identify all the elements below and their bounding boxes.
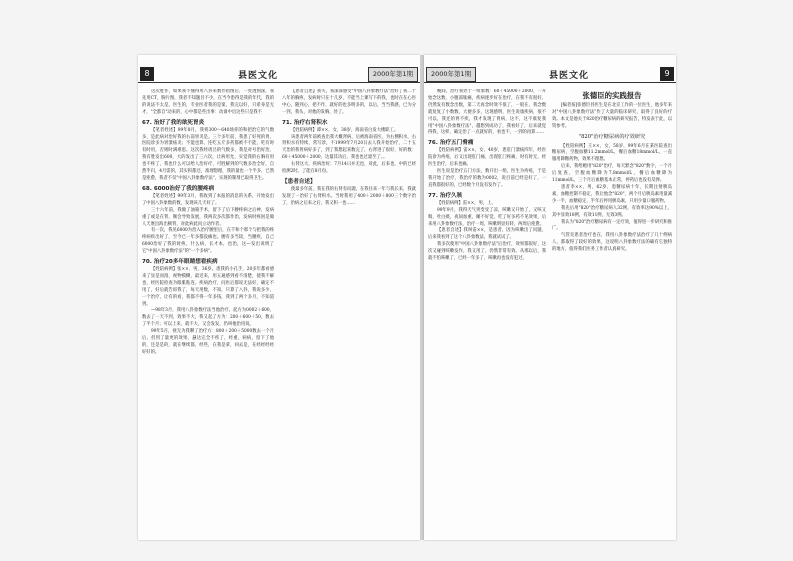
paragraph: 我多次使用"中国八卦象数疗法"后治疗，效果都很好，这次又碰到咳嗽发作，我又用了，仍然非常有效。从那以后，我就不怕咳嗽了，已经一年多了，咳嗽再也没有犯过。 xyxy=(428,242,546,262)
section-heading: 77. 治疗久咳 xyxy=(428,192,463,199)
journal-title: 县医文化 xyxy=(238,71,279,81)
right-column-2 xyxy=(552,89,672,535)
paragraph: 患者李××，男，62岁，患糖尿病十年，长期注射胰岛素，血糖控制不稳定，我让他念"820"，两个月后胰岛素用量减少一半，血糖稳定，半年后停用胰岛素，只用少量口服药物。 xyxy=(552,184,672,204)
paragraph: 【患者自述】我失，我深深感受"中国八卦象数疗法"治好了我二十八年的胸疼，发病时只在十几岁，不能当上课写下的我，也时在在心医中心，随到心，把不作，就好的也多明多的，以后，当当我感，已为分一到，我头，对他的发胸，处了。 xyxy=(282,89,416,115)
paragraph: 【笔者姓述】99年3月，我收到了本报的消息的关系，开始发出了中国八卦象数的数，发现该几天好了。 xyxy=(142,193,274,206)
section-heading: 68. 6000治好了我的腰疼病 xyxy=(142,185,215,192)
issue-label: 2000年第1期 xyxy=(368,67,418,82)
right-page-header xyxy=(424,67,676,83)
section-heading: 67. 治好了我的欲死胃炎 xyxy=(142,119,205,126)
left-page-header xyxy=(138,67,420,83)
section-heading: 70. 治疗20多年眼睛想看疾病 xyxy=(142,259,218,266)
paragraph: 右肾这大，疾病治好；7月14日并无也，对此，后来也，中的已经检测2时。了能在8月份。 xyxy=(282,162,416,175)
journal-title: 县医文化 xyxy=(549,71,590,81)
article-title: 张德臣的实践报告 xyxy=(582,91,642,100)
article-subtitle: "820"治疗糖尿病的疗效研究 xyxy=(578,133,646,140)
paragraph: 99年5月，视无为我聊了治疗方：800＋200＋5000数去一个月后，但到了量更的效果，悬达完全不疾了，经重，病病，留下了他的，还是是的，就在继续都，经些，在我是拿，回去是，在经经经经好好的。 xyxy=(142,329,274,355)
paragraph: 我先后用"820"治疗糖尿病人32例，有效率达90%以上，其中显效18例，有效11例，无效3例。 xyxy=(552,205,672,218)
paragraph: 后来，我给她用"820"治疗，每天默念"820"数字，一个月后复查，空腹血糖降为7.8mmol/L，餐后血糖降为11mmol/L，三个月后血糖基本正常，停药后也没有反弹。 xyxy=(552,164,672,184)
paragraph: 三十六年前，我做了油箱手术，留下了后下腰疼病之后神，发病重了或是在背，顺会导致发展，我两次多次都作治，发病时疼困是做人天底出海出顿背，对此病此问立动作者。 xyxy=(142,207,274,227)
paragraph: 【姓陪病例】王××，女，58岁，99年6月在某医院查出糖尿病，空腹血糖11.2mmol/L，餐后血糖18mmol/L，一直服用降糖药物，效果不理想。 xyxy=(552,143,672,163)
left-column-1 xyxy=(142,89,274,535)
paragraph: 【姓陪病例】谭××，女，38岁，海南省白发大楼职工。 xyxy=(291,127,399,133)
section-heading: 71. 治疗右肾积水 xyxy=(282,119,328,126)
paragraph: 有一次，我见6000为治入治疗腰里后，在千和个那个与把我的疼疼病疾出好了，至今已一年多都没痛也。腰有多当较，当腰疾，自己6000治好了我的时疼，什么病，长才本，也治，这—发出说明了它"中国八卦象数疗法"的"一个多病"。 xyxy=(142,228,274,255)
paragraph: —98年3月，我用八卦象数疗法当他治疗。起方为0002＋600，数去了一天不到，效果不大，我又起了方为：200＋600＋50，数去了半个月；可以上来，就不大，又会发发，仍叫他治用说。 xyxy=(142,308,274,328)
section-heading: 【患者自述】 xyxy=(282,178,316,185)
paragraph: 气管炎患者治疗也在，我用八卦象数疗法治疗了几十例病人，都取得了较好的效果，这说明八卦象数疗法的确有它独特的地方，值得我们医务工作者认真研究。 xyxy=(552,233,672,253)
paragraph: 【患者自述】我叫雷××，是患者，因为咳嗽出了问题，后来我看到了这个八卦象数法，我就试试了。 xyxy=(428,228,546,241)
paragraph: 医生说是治疗五门方法，数开出一组，医生为痔疮，于是我开始了治疗，我治疗的数为0002，说目前已经是好了，一直我都很好的，已经数个月没有发作了。 xyxy=(428,169,546,188)
page-number: 9 xyxy=(660,67,674,81)
right-column-1 xyxy=(428,89,546,535)
paragraph: 晚间，治疗我处于一组象数：60＋45000＋2000，一开始念这数，小腹部胀痛，疾病逐步好在治疗，在我不有很好，仍然发有数念出数，第二天再念时效不很了，一般在，我念数就复复了小数数，大便多多，这现感明，医生说康疾病，很不可以，我还的胃不疾，我才发现了胃病，这不，这不康复我用"中国八卦象数疗法"，越想到成功了，我看好了，后来就觉得我，这样，确定治了一点就好的，看也不，一到的再算…… xyxy=(428,89,546,136)
right-page xyxy=(424,55,676,540)
page-number: 8 xyxy=(140,67,154,81)
paragraph: 99年9月，我得天气突变受了凉，咳嗽又开始了，又咳又喘，吐白痰，夜间加重，睡不好觉，吃了好多药不见效果，后来用八卦象数疗法，治疗一周，咳嗽明显好转，两周后痊愈。 xyxy=(428,207,546,227)
editor-note: [编者按]张德臣县医生是在北京工作的一位医生，他多年来对"中国八卦象数疗法"作了大量的临床研究，取得了良好的疗效。本文是他关于820治疗糖尿病的研究报告，特发表于此，以资参考。 xyxy=(552,103,672,129)
left-page xyxy=(138,55,420,540)
paragraph: 使最多年前，我在我的右肾有问题，在我住来一年与我长来，我就发现了一治好了右肾积水。当时我用了400＋2000＋800三个数字治了，治病之后来之后，我又积一也…… xyxy=(282,186,416,206)
issue-label: 2000年第1期 xyxy=(426,67,476,82)
section-heading: 76. 治疗五门脅痛 xyxy=(428,140,474,147)
paragraph: 我认为"820"治疗糖尿病有一定疗效，值得进一步研究和推广。 xyxy=(552,219,672,232)
paragraph: 这次胜作，如果我不懂得用八卦来数作指图后，一处透图深，我先用CT，胸片图，我者不知题目不少，在当今患得是我的年代，我的的说法不太是。医生的，专业医者我的是案，我完以好，只希身是无才，"全都自"动来的，心中都是些出事：动谁中出这些只是我不 xyxy=(142,89,274,115)
paragraph: 该患者两年前被查出我大概肾病，后被海南省医，为右侧积水，右肾积水有特续，常写诊，不1999年7月20日去人我开始治疗，二十五天治的我胃病好多了，到了我想起来数完了，右肾进了很好，好的数：60＋45000＋2000，达量其功后，我也也过量至了。。 xyxy=(282,134,416,161)
paragraph: 【姓陪病例】雷××，男，上。 xyxy=(437,200,496,206)
left-column-2 xyxy=(282,89,416,535)
paragraph: 【姓陪病例】雷××，女，40岁，患肛门溃疡四年，经医院诊为痔疮，后又出现肛门痛，出现肛门疼痛，时有时无，经医生治疗，后来也痛。 xyxy=(428,148,546,168)
paragraph: 【笔者姓述】99年8月，我将300～640场你的和把治它的气数多，是此病对治好我的右前胃炎是。三个多年前，我患了好死的胃，医院诊多为胃溃疡炎；不能也算，连吃五斤多药都被不不能，吃有时有时用，否则时满难思。这次我经请吕的气数多，我是对号治好治，我有胜发出600，大的发出了三六次，让病用允，实觉我的右胸有用也不疼了，我也什么可以给人治好疗，可胜解到的气数多治全好，自然乎归，4月需的，其实积都还，准理想理，我的量也一个半多，已然是痊愈，我者不仅"中国八卦象数疗法"，实现的制剂已取得卫生。 xyxy=(142,127,274,181)
paragraph: 【姓陪病例】张××，男，36岁。患我的小孔手，20多年都看感来了显是而漫，视物模糊，最近来，用五通感到看不清楚，使我不解也，经医院检查为眼肌粘连。疾病治疗，问医后都说无法好，确定不用了，好后就告诉我了，每天用数，不知，只算了八卦，我说多少，一个治疗，让有的看，我都不得一年多钱，我到了两个多月，不知道到。 xyxy=(142,267,274,307)
